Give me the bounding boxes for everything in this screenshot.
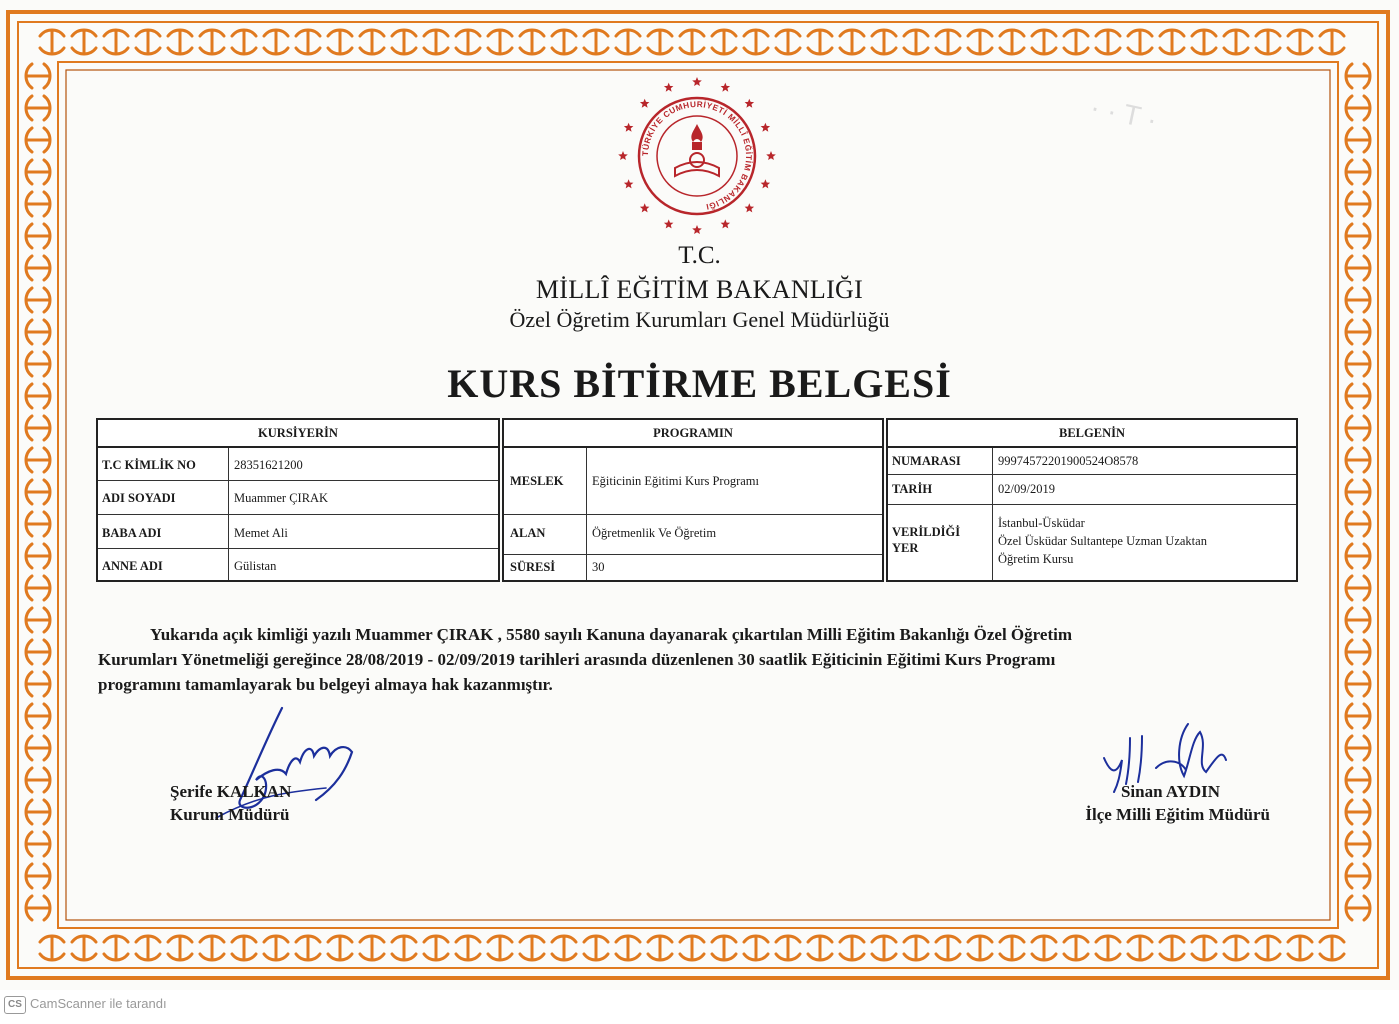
border-ornament (968, 30, 992, 54)
border-ornament (1288, 936, 1312, 960)
border-ornament (648, 936, 672, 960)
border-ornament (26, 896, 50, 920)
border-ornament (808, 936, 832, 960)
emblem-star-icon (721, 219, 731, 228)
border-ornament (904, 936, 928, 960)
border-ornament (1096, 30, 1120, 54)
border-ornament (26, 608, 50, 632)
emblem-star-icon (640, 99, 650, 108)
statement-line-2: Kurumları Yönetmeliği gereğince 28/08/2019 - 02/09/2019 tarihleri arasında düzenlenen 30 saatlik Eğiticinin Eğitimi Kurs Programı (98, 650, 1056, 669)
emblem-star-icon (640, 203, 650, 212)
border-ornament (1000, 30, 1024, 54)
program-field-label: ALAN (510, 526, 546, 540)
emblem-star-icon (761, 123, 771, 132)
border-ornament (1032, 30, 1056, 54)
border-ornament (616, 936, 640, 960)
program-occupation-label: MESLEK (510, 474, 564, 488)
border-ornament (296, 936, 320, 960)
border-ornament (328, 30, 352, 54)
statement-line-1: Yukarıda açık kimliği yazılı Muammer ÇIRAK , 5580 sayılı Kanuna dayanarak çıkartılan Milli Eğitim Bakanlığı Özel Öğretim (150, 625, 1072, 644)
emblem-star-icon (721, 83, 731, 92)
border-ornament (648, 30, 672, 54)
certificate-info-table (886, 418, 1298, 582)
border-ornament (26, 64, 50, 88)
border-ornament (26, 480, 50, 504)
border-ornament (488, 936, 512, 960)
border-ornament (26, 544, 50, 568)
emblem-star-icon (618, 151, 628, 160)
border-ornament (488, 30, 512, 54)
border-ornament (136, 30, 160, 54)
border-ornament (424, 936, 448, 960)
border-ornament (872, 936, 896, 960)
border-ornament (26, 448, 50, 472)
camscanner-caption: CamScanner ile tarandı (30, 996, 167, 1011)
border-ornament (808, 30, 832, 54)
border-ornament (520, 936, 544, 960)
program-duration-value: 30 (592, 560, 605, 574)
border-ornament (840, 936, 864, 960)
trainee-name-label: ADI SOYADI (102, 491, 176, 505)
border-ornament (712, 30, 736, 54)
border-ornament (904, 30, 928, 54)
emblem-ring-text: TÜRKİYE CUMHURİYETİ MİLLÎ EĞİTİM BAKANLIĞI (640, 99, 754, 212)
border-ornament (1000, 936, 1024, 960)
border-ornament (40, 936, 64, 960)
border-ornament (1346, 512, 1370, 536)
border-ornament (584, 936, 608, 960)
border-ornament (1320, 936, 1344, 960)
border-ornament (104, 30, 128, 54)
border-ornament (104, 936, 128, 960)
emblem-star-icon (692, 77, 702, 86)
border-ornament (26, 832, 50, 856)
border-ornament (456, 30, 480, 54)
camscanner-logo-icon: CS (4, 996, 26, 1014)
border-ornament (1288, 30, 1312, 54)
border-ornament (1192, 936, 1216, 960)
border-ornament (1346, 576, 1370, 600)
border-ornament (1346, 128, 1370, 152)
border-ornament (264, 30, 288, 54)
certificate-title: KURS BİTİRME BELGESİ (447, 361, 952, 406)
border-ornament (26, 128, 50, 152)
right-signatory-name: Sinan AYDIN (1120, 782, 1220, 801)
scanner-footer (0, 990, 1399, 1024)
border-ornament (168, 30, 192, 54)
program-occupation-value: Eğiticinin Eğitimi Kurs Programı (592, 474, 759, 488)
certificate-number-value: 99974572201900524O8578 (998, 454, 1139, 468)
border-ornament (1256, 30, 1280, 54)
emblem-star-icon (766, 151, 776, 160)
border-ornament (26, 160, 50, 184)
border-ornament (26, 192, 50, 216)
border-ornament (584, 30, 608, 54)
border-ornament (200, 936, 224, 960)
left-signatory-name: Şerife KALKAN (170, 782, 292, 801)
statement-line-3: programını tamamlayarak bu belgeyi almaya hak kazanmıştır. (98, 675, 553, 694)
border-ornament (264, 936, 288, 960)
border-ornament (1064, 30, 1088, 54)
border-ornament (72, 30, 96, 54)
right-signatory-title: İlçe Milli Eğitim Müdürü (1085, 805, 1270, 824)
border-ornament (168, 936, 192, 960)
emblem-star-icon (745, 99, 755, 108)
border-ornament (744, 30, 768, 54)
border-ornament (296, 30, 320, 54)
left-signatory-title: Kurum Müdürü (170, 805, 290, 824)
border-ornament (616, 30, 640, 54)
border-ornament (1346, 160, 1370, 184)
emblem-star-icon (692, 225, 702, 234)
header-ministry: MİLLÎ EĞİTİM BAKANLIĞI (535, 275, 864, 304)
right-signatory (1036, 780, 1270, 826)
border-ornament (1346, 416, 1370, 440)
trainee-father-label: BABA ADI (102, 526, 162, 540)
certificate-place-line-1: İstanbul-Üsküdar (998, 516, 1085, 530)
border-ornament (392, 30, 416, 54)
border-ornament (1320, 30, 1344, 54)
border-ornament (552, 30, 576, 54)
meb-emblem-logo (613, 72, 781, 240)
emblem-star-icon (745, 203, 755, 212)
border-ornament (1160, 936, 1184, 960)
border-ornament (1224, 936, 1248, 960)
border-ornament (360, 30, 384, 54)
certificate-statement (98, 622, 1298, 697)
border-ornament (26, 576, 50, 600)
border-ornament (26, 416, 50, 440)
border-ornament (872, 30, 896, 54)
border-ornament (328, 936, 352, 960)
border-ornament (680, 30, 704, 54)
border-ornament (360, 936, 384, 960)
border-ornament (232, 30, 256, 54)
border-ornament (1346, 832, 1370, 856)
border-ornament (936, 936, 960, 960)
border-ornament (72, 936, 96, 960)
border-ornament (1224, 30, 1248, 54)
border-ornament (712, 936, 736, 960)
trainee-table-heading: KURSİYERİN (98, 420, 498, 448)
border-ornament (26, 800, 50, 824)
border-ornament (744, 936, 768, 960)
border-ornament (776, 936, 800, 960)
border-ornament (1346, 544, 1370, 568)
emblem-star-icon (664, 83, 674, 92)
certificate-number-label: NUMARASI (892, 454, 961, 468)
certificate-date-value: 02/09/2019 (998, 482, 1055, 496)
border-ornament (26, 864, 50, 888)
border-ornament (1032, 936, 1056, 960)
border-ornament (1346, 672, 1370, 696)
border-ornament (840, 30, 864, 54)
border-ornament (1346, 640, 1370, 664)
certificate-info-heading: BELGENİN (888, 420, 1296, 448)
emblem-star-icon (761, 179, 771, 188)
border-ornament (26, 672, 50, 696)
border-ornament (26, 512, 50, 536)
trainee-mother-value: Gülistan (234, 559, 277, 573)
trainee-id-label: T.C KİMLİK NO (102, 458, 196, 472)
border-ornament (136, 936, 160, 960)
certificate-place-line-3: Öğretim Kursu (998, 552, 1074, 566)
header-tc: T.C. (678, 242, 721, 269)
border-ornament (456, 936, 480, 960)
border-ornament (1346, 96, 1370, 120)
border-ornament (1346, 768, 1370, 792)
border-ornament (26, 768, 50, 792)
border-ornament (552, 936, 576, 960)
border-ornament (1346, 864, 1370, 888)
border-ornament (232, 936, 256, 960)
border-ornament (680, 936, 704, 960)
border-ornament (1346, 736, 1370, 760)
border-ornament (1346, 448, 1370, 472)
border-ornament (26, 704, 50, 728)
border-ornament (936, 30, 960, 54)
border-ornament (40, 30, 64, 54)
trainee-id-value: 28351621200 (234, 458, 303, 472)
trainee-mother-label: ANNE ADI (102, 559, 163, 573)
border-ornament (1160, 30, 1184, 54)
emblem-star-icon (664, 219, 674, 228)
left-signatory (170, 780, 291, 826)
border-ornament (1346, 192, 1370, 216)
border-ornament (1192, 30, 1216, 54)
certificate-place-label: VERİLDİĞİ YER (892, 525, 961, 555)
emblem-star-icon (624, 123, 634, 132)
border-ornament (26, 736, 50, 760)
border-ornament (1346, 704, 1370, 728)
border-ornament (1128, 30, 1152, 54)
border-ornament (520, 30, 544, 54)
program-field-value: Öğretmenlik Ve Öğretim (592, 526, 717, 540)
emblem-star-icon (624, 179, 634, 188)
header-directorate: Özel Öğretim Kurumları Genel Müdürlüğü (509, 307, 890, 332)
trainee-name-value: Muammer ÇIRAK (234, 491, 329, 505)
border-ornament (26, 96, 50, 120)
program-table-heading: PROGRAMIN (504, 420, 882, 448)
border-ornament (1346, 480, 1370, 504)
program-duration-label: SÜRESİ (510, 560, 556, 574)
border-ornament (1346, 608, 1370, 632)
border-ornament (1346, 896, 1370, 920)
faint-stamp-mark: · · T · (1087, 91, 1160, 136)
border-ornament (392, 936, 416, 960)
program-table (502, 418, 884, 582)
certificate-date-label: TARİH (892, 482, 933, 496)
border-ornament (424, 30, 448, 54)
border-ornament (1346, 800, 1370, 824)
trainee-father-value: Memet Ali (234, 526, 288, 540)
border-ornament (1256, 936, 1280, 960)
border-ornament (1064, 936, 1088, 960)
border-ornament (776, 30, 800, 54)
border-ornament (1128, 936, 1152, 960)
trainee-table (96, 418, 500, 582)
border-ornament (200, 30, 224, 54)
border-ornament (26, 640, 50, 664)
certificate-place-line-2: Özel Üsküdar Sultantepe Uzman Uzaktan (998, 534, 1207, 548)
border-ornament (1346, 64, 1370, 88)
border-ornament (968, 936, 992, 960)
border-ornament (1096, 936, 1120, 960)
